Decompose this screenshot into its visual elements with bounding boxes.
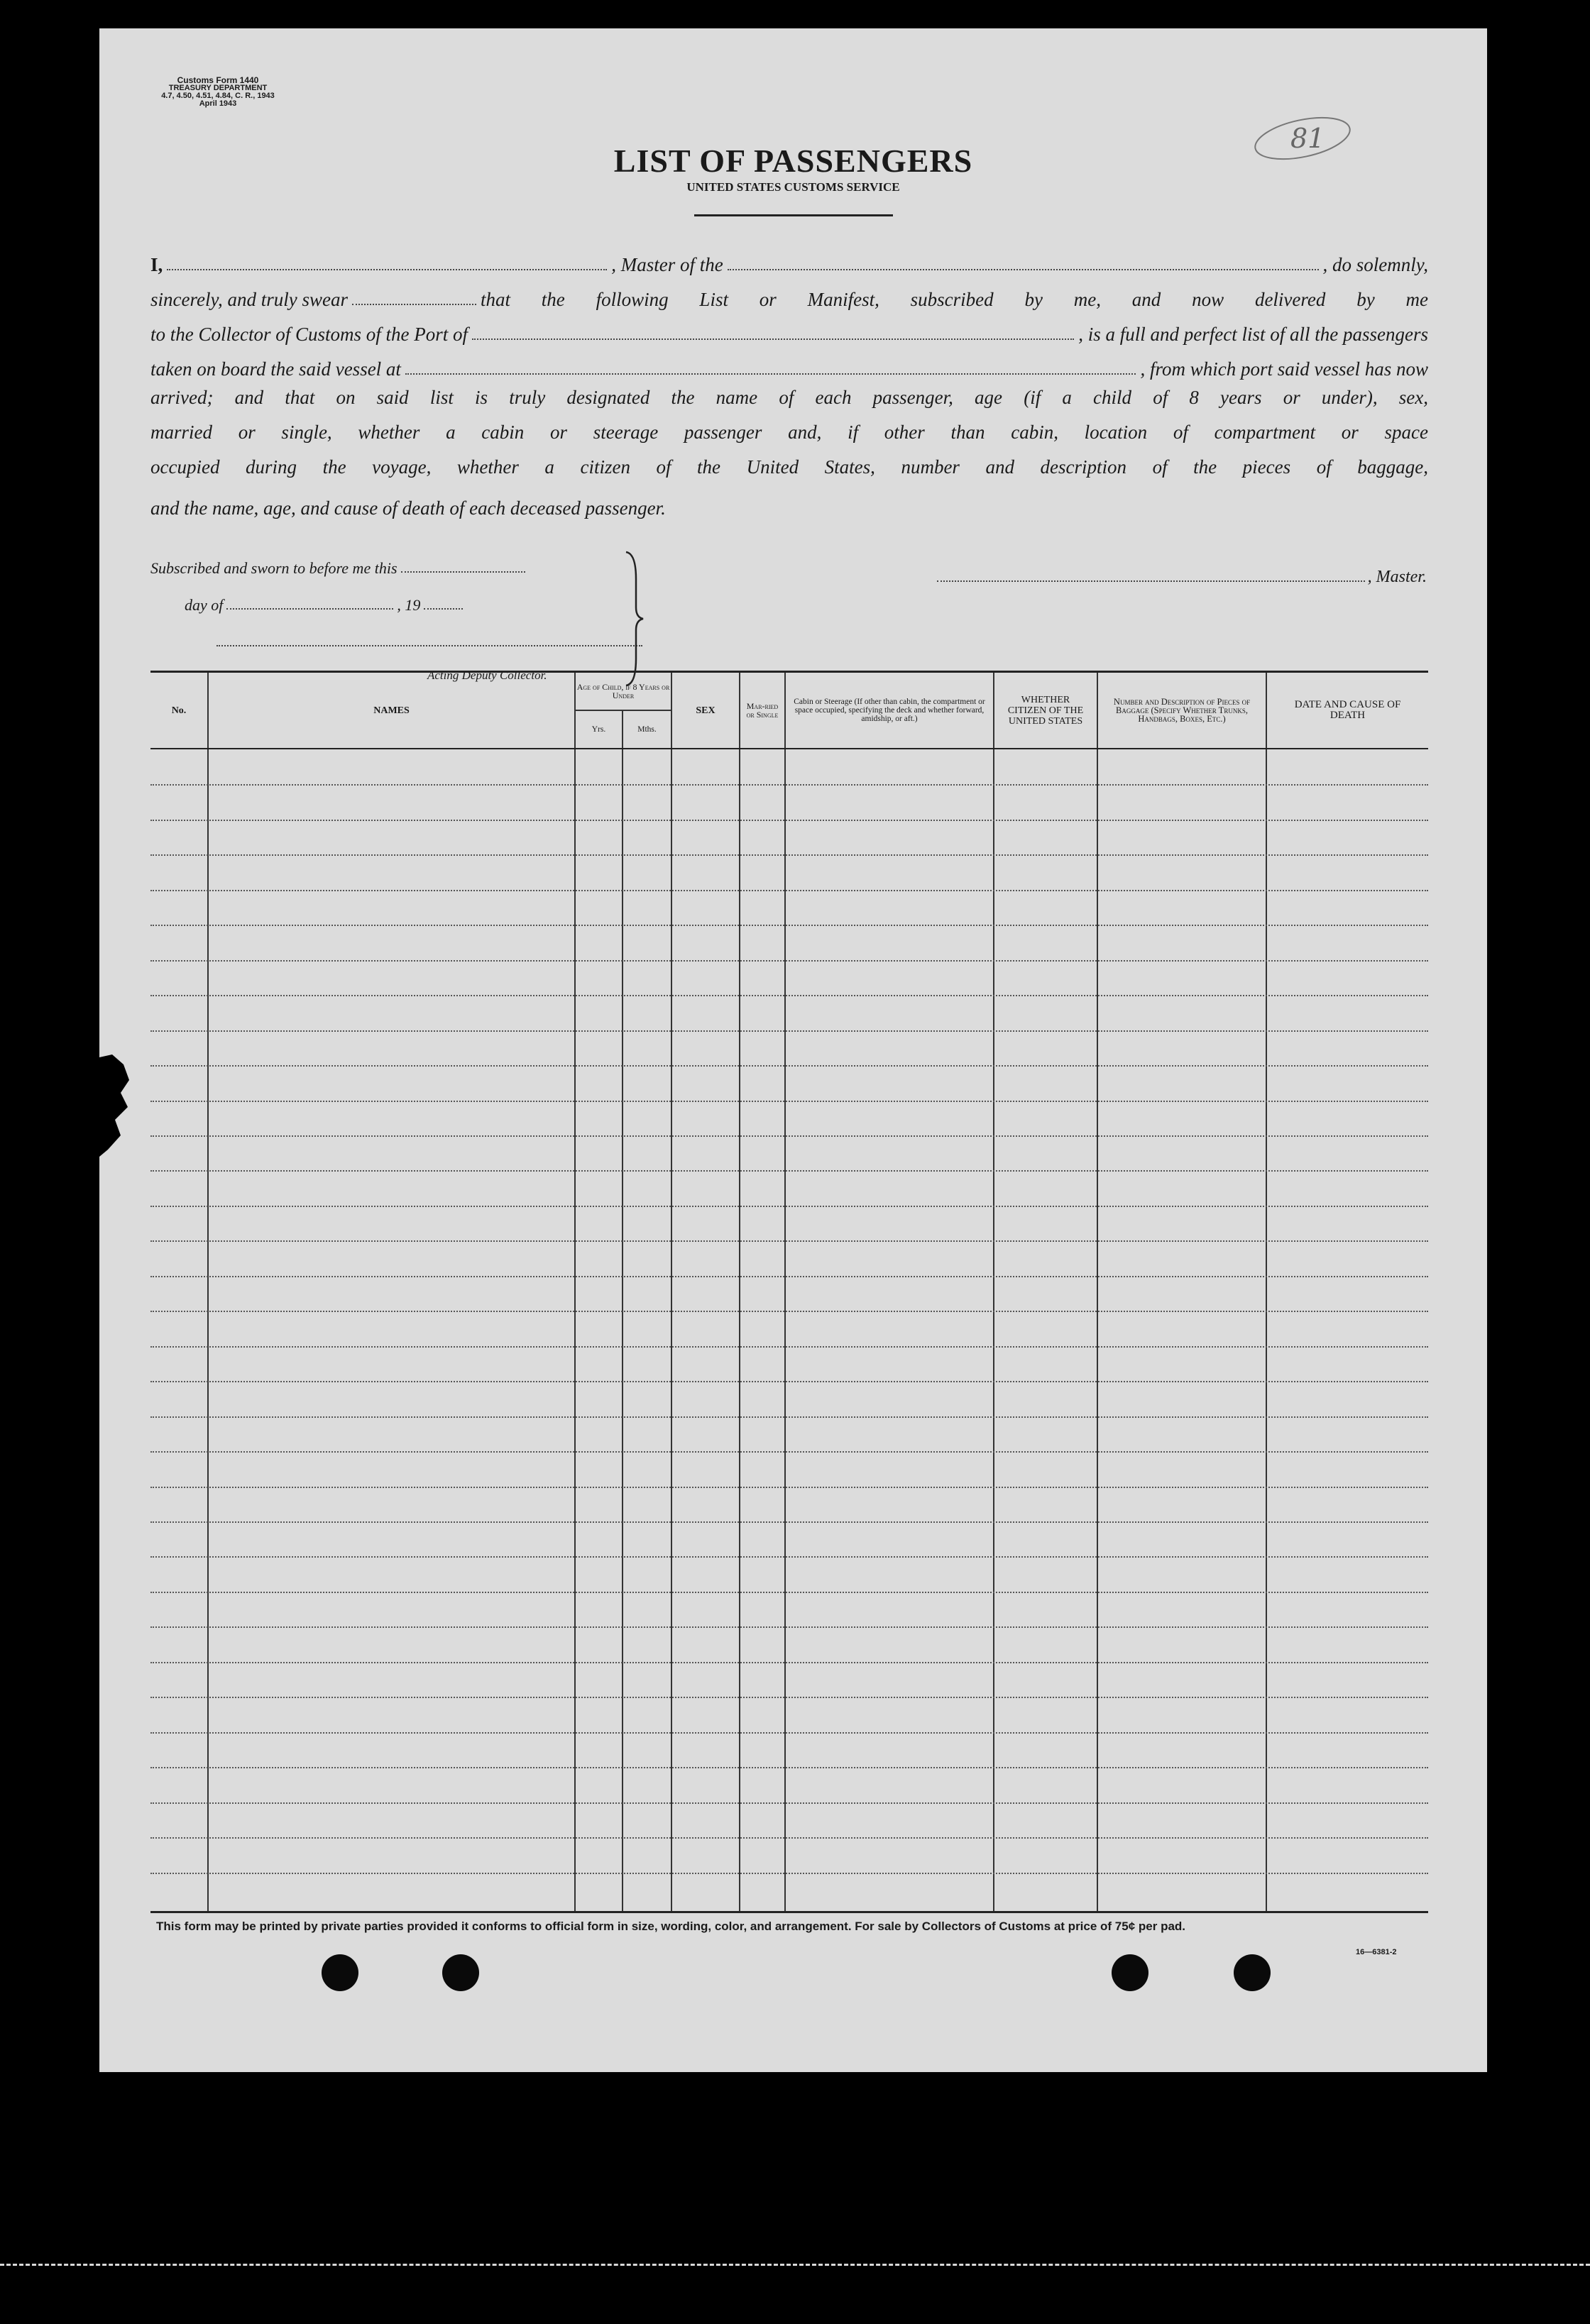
oath-text: to the Collector of Customs of the Port of xyxy=(150,324,468,345)
form-date: April 1943 xyxy=(199,99,237,108)
day-of-line xyxy=(150,578,775,615)
oath-text: , from which port said vessel has now xyxy=(1140,358,1428,380)
acting-collector-label: Acting Deputy Collector. xyxy=(427,668,547,682)
oath-line-8: and the name, age, and cause of death of each deceased passenger. xyxy=(150,497,666,519)
table-row xyxy=(150,1592,1428,1593)
table-row xyxy=(150,1521,1428,1523)
oath-line-1 xyxy=(150,241,1428,276)
print-code: 16—6381-2 xyxy=(1356,1948,1397,1956)
brace-mark xyxy=(623,551,645,687)
subscribed-line xyxy=(150,541,775,578)
oath-text: I, xyxy=(150,254,163,275)
passenger-table xyxy=(150,671,1428,1913)
collector-signature-line xyxy=(150,615,775,651)
scan-artifact-line xyxy=(0,2264,1590,2270)
table-row xyxy=(150,854,1428,856)
master-label: , Master. xyxy=(1367,568,1427,586)
vessel-name-field[interactable] xyxy=(728,269,1319,270)
table-row xyxy=(150,1311,1428,1312)
oath-text: sincerely, and truly swear xyxy=(150,289,348,310)
page-subtitle: UNITED STATES CUSTOMS SERVICE xyxy=(686,180,900,194)
swear-field[interactable] xyxy=(352,304,476,305)
table-row xyxy=(150,784,1428,786)
year-prefix: , 19 xyxy=(397,596,421,614)
table-row xyxy=(150,1206,1428,1207)
column-divider xyxy=(574,673,576,1911)
table-row xyxy=(150,1346,1428,1348)
form-page xyxy=(99,28,1487,2072)
department: TREASURY DEPARTMENT xyxy=(168,84,268,92)
column-divider xyxy=(671,673,672,1911)
header-death: DATE AND CAUSE OF DEATH xyxy=(1294,699,1401,721)
table-row xyxy=(150,1065,1428,1067)
collector-signature-field[interactable] xyxy=(216,645,642,646)
table-row xyxy=(150,1451,1428,1453)
table-row xyxy=(150,1556,1428,1558)
year-field[interactable] xyxy=(424,608,463,610)
oath-text: that the following List or Manifest, subscribed by me, and now delivered by me xyxy=(480,289,1428,310)
oath-line-3 xyxy=(150,311,1428,346)
sworn-day-field[interactable] xyxy=(401,571,525,573)
regulation-refs: 4.7, 4.50, 4.51, 4.84, C. R., 1943 xyxy=(161,92,275,100)
oath-line-2 xyxy=(150,276,1428,311)
table-row xyxy=(150,1170,1428,1172)
table-row xyxy=(150,1873,1428,1874)
column-divider xyxy=(207,673,209,1911)
table-row xyxy=(150,995,1428,996)
table-row xyxy=(150,925,1428,926)
oath-text: , do solemnly, xyxy=(1322,254,1428,275)
oath-line-7: occupied during the voyage, whether a citizen of the United States, number and description of the pieces of baggage, xyxy=(150,456,1428,478)
table-row xyxy=(150,1767,1428,1768)
oath-text: , Master of the xyxy=(611,254,723,275)
table-row xyxy=(150,960,1428,962)
table-row xyxy=(150,1802,1428,1804)
column-divider xyxy=(739,673,740,1911)
column-divider xyxy=(784,673,786,1911)
subscribed-text: Subscribed and sworn to before me this xyxy=(150,559,398,577)
column-divider xyxy=(1097,673,1098,1911)
header-age-of-child: Age of Child, if 8 Years or Under xyxy=(576,682,670,700)
header-months: Mths. xyxy=(637,725,657,734)
oath-line-5: arrived; and that on said list is truly designated the name of each passenger, age (if a child of 8 years or under), sex, xyxy=(150,387,1428,408)
day-of-label: day of xyxy=(185,596,224,614)
punch-hole xyxy=(442,1954,479,1991)
form-number: Customs Form 1440 xyxy=(177,75,259,85)
header-no: No. xyxy=(171,705,187,716)
table-row xyxy=(150,1732,1428,1734)
header-rule xyxy=(150,748,1428,749)
month-field[interactable] xyxy=(226,608,393,610)
oath-line-4 xyxy=(150,346,1428,380)
table-row xyxy=(150,1276,1428,1277)
stamp-number: 81 xyxy=(1290,123,1325,154)
master-signature-field[interactable] xyxy=(937,580,1365,582)
subscribed-block xyxy=(150,541,775,683)
header-years: Yrs. xyxy=(591,725,606,734)
column-divider xyxy=(1266,673,1267,1911)
table-row xyxy=(150,1135,1428,1137)
torn-edge xyxy=(99,1036,135,1178)
header-names: NAMES xyxy=(373,705,410,716)
punch-hole xyxy=(1112,1954,1148,1991)
table-row xyxy=(150,1416,1428,1418)
punch-hole xyxy=(1234,1954,1271,1991)
table-row xyxy=(150,1662,1428,1663)
header-married-or-single: Mar-ried or Single xyxy=(746,701,779,720)
header-cabin-or-steerage: Cabin or Steerage (If other than cabin, the compartment or space occupied, specifying the deck and whether forward, amidship, or aft.) xyxy=(794,698,985,723)
table-row xyxy=(150,1030,1428,1032)
header-sex: SEX xyxy=(696,705,716,716)
header-citizen: WHETHER CITIZEN OF THE UNITED STATES xyxy=(1007,694,1084,727)
title-divider xyxy=(694,214,893,216)
punch-hole xyxy=(322,1954,358,1991)
header-baggage: Number and Description of Pieces of Baggage (Specify Whether Trunks, Handbags, Boxes, Etc.) xyxy=(1113,697,1251,724)
oath-text: taken on board the said vessel at xyxy=(150,358,401,380)
table-row xyxy=(150,1101,1428,1102)
table-row xyxy=(150,1381,1428,1382)
table-row xyxy=(150,890,1428,891)
port-field[interactable] xyxy=(472,338,1074,340)
oath-text: , is a full and perfect list of all the passengers xyxy=(1078,324,1428,345)
oath-paragraph xyxy=(150,241,1428,519)
table-row xyxy=(150,1626,1428,1628)
table-row xyxy=(150,1240,1428,1242)
form-identifier xyxy=(143,77,292,108)
oath-line-6: married or single, whether a cabin or steerage passenger and, if other than cabin, location of compartment or space xyxy=(150,422,1428,443)
table-row xyxy=(150,820,1428,821)
boarding-port-field[interactable] xyxy=(405,373,1136,375)
table-row xyxy=(150,1697,1428,1698)
page-title: LIST OF PASSENGERS xyxy=(613,143,973,179)
print-notice: This form may be printed by private parties provided it conforms to official form in size, wording, color, and arrangement. For sale by Collectors of Customs at price of 75¢ per pad. xyxy=(156,1920,1186,1933)
table-row xyxy=(150,1837,1428,1839)
table-row xyxy=(150,1487,1428,1488)
master-signature-line xyxy=(937,568,1427,587)
column-divider xyxy=(993,673,994,1911)
master-name-field[interactable] xyxy=(167,269,607,270)
